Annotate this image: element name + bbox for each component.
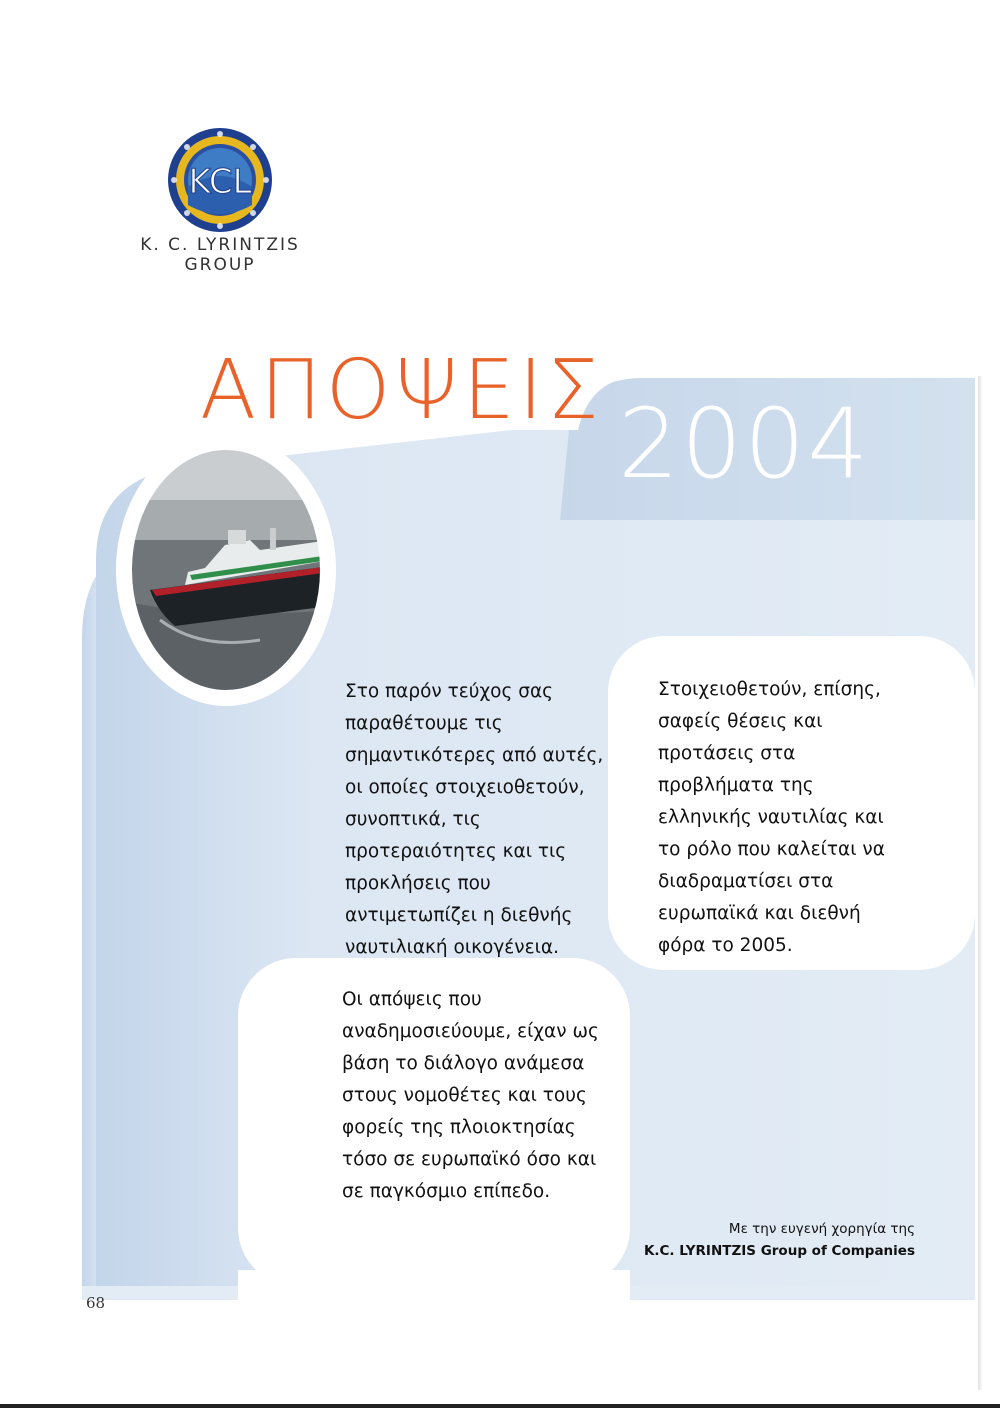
paragraph-intro: Στο παρόν τεύχος σας παραθέτουμε τις σημαντικότερες από αυτές, οι οποίες στοιχειοθετούν, συνοπτικά, τις προτεραιότητες και τις προκλήσεις που αντιμετωπίζει η διεθνής ναυτιλιακή οικογένεια. [345, 681, 604, 958]
sponsor-line: Με την ευγενή χορηγία της [728, 1221, 915, 1237]
paragraph-positions: Στοιχειοθετούν, επίσης, σαφείς θέσεις και προτάσεις στα προβλήματα της ελληνικής ναυτιλίας και το ρόλο που καλείται να διαδραματίσει στα ευρωπαϊκά και διεθνή φόρα το 2005. [658, 679, 885, 956]
kcl-logo-icon [165, 125, 275, 235]
bottom-rule [0, 1404, 1000, 1408]
logo-monogram: KCL [188, 162, 252, 202]
sponsor-company: K.C. LYRINTZIS Group of Companies [643, 1243, 915, 1259]
sponsor-credit [640, 1218, 915, 1262]
paragraph-dialogue: Οι απόψεις που αναδημοσιεύουμε, είχαν ως βάση το διάλογο ανάμεσα στους νομοθέτες και τους φορείς της πλοιοκτησίας τόσο σε ευρωπαϊκό όσο και σε παγκόσμιο επίπεδο. [342, 989, 599, 1202]
page-title: ΑΠΟΨΕΙΣ [200, 343, 603, 438]
brand-name-line1: K. C. LYRINTZIS [140, 235, 300, 255]
company-logo [140, 125, 300, 275]
year-heading: 2004 [618, 388, 871, 500]
page-number: 68 [86, 1294, 106, 1312]
brand-name-line2: GROUP [184, 255, 256, 275]
